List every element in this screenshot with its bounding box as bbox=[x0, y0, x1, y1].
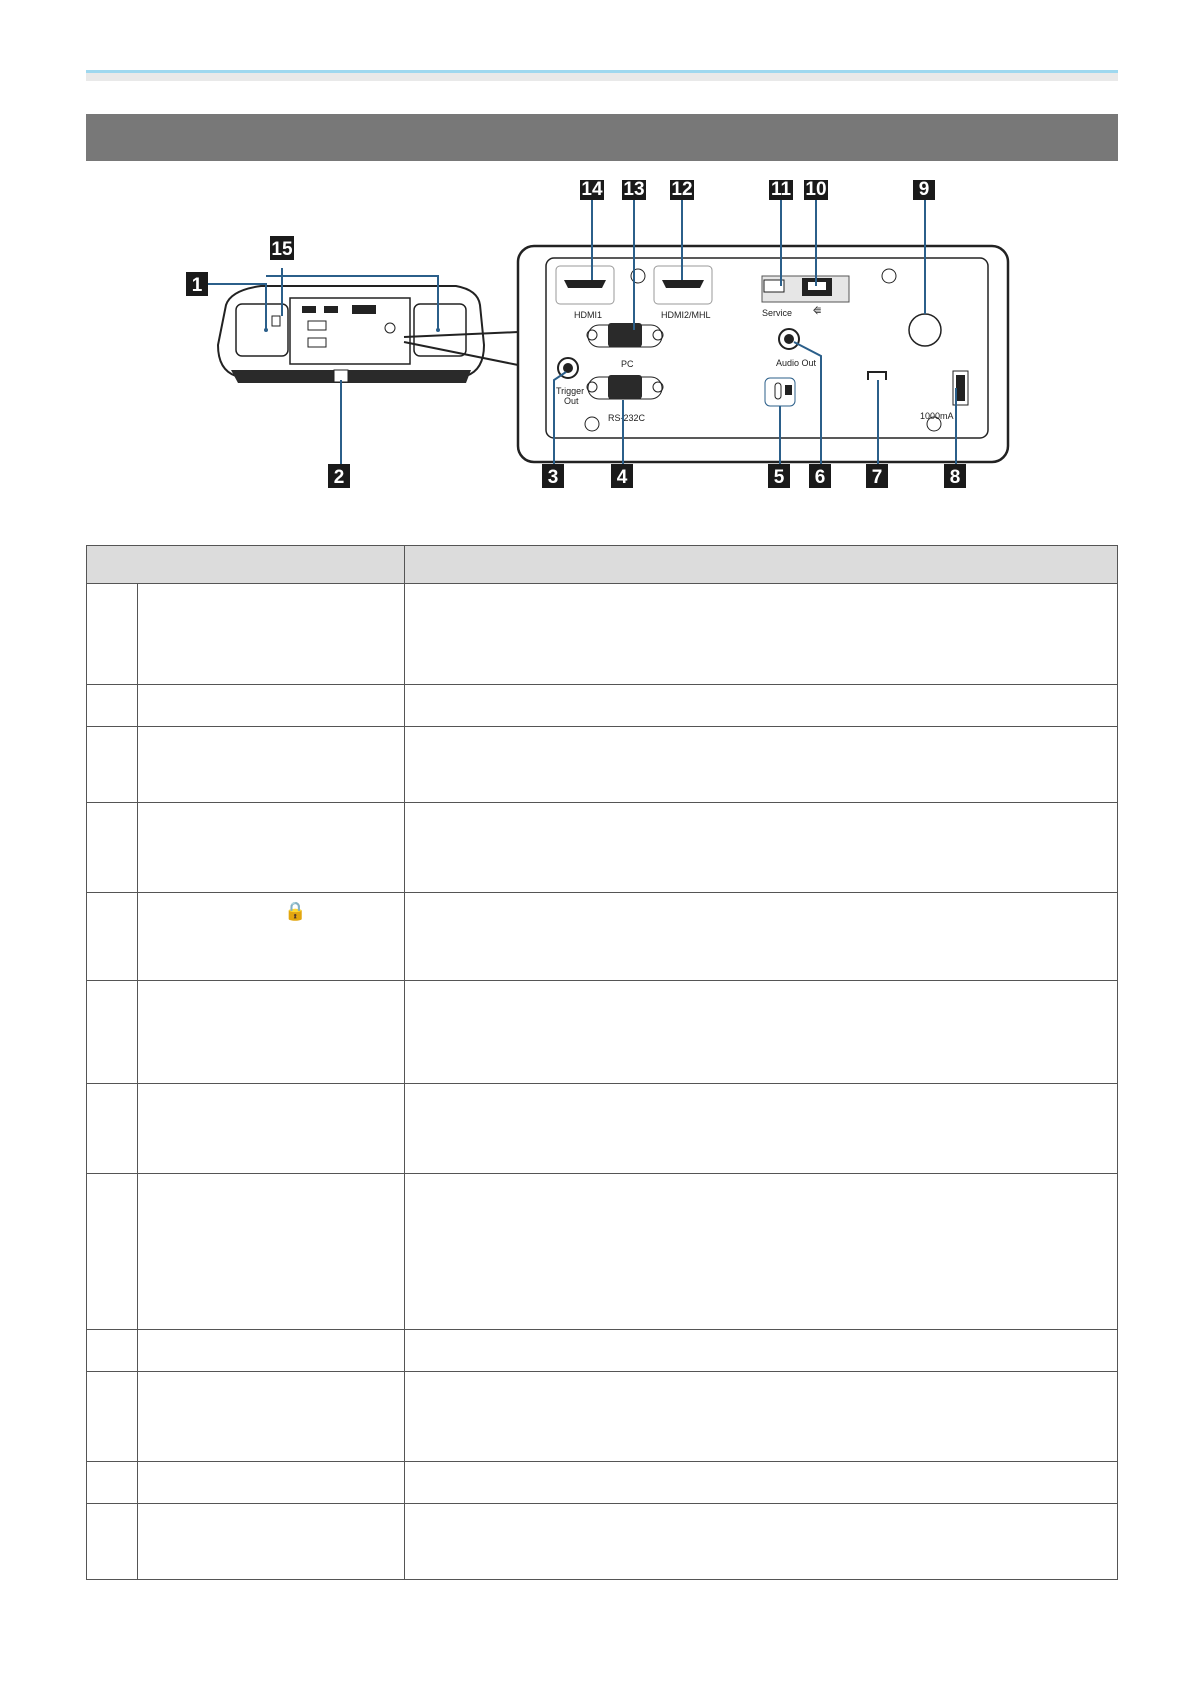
section-title-bar bbox=[86, 114, 1118, 161]
row-desc-cell bbox=[405, 685, 1118, 727]
audio-out-label: Audio Out bbox=[776, 358, 817, 368]
svg-text:12: 12 bbox=[671, 180, 693, 200]
feature-table bbox=[86, 545, 1118, 1580]
row-number-cell bbox=[87, 1174, 138, 1330]
callout-12 bbox=[670, 180, 694, 200]
callout-1 bbox=[186, 272, 208, 296]
callout-5 bbox=[768, 464, 790, 488]
rear-panel-figure bbox=[86, 180, 1118, 540]
svg-text:2: 2 bbox=[333, 467, 345, 488]
callout-4 bbox=[611, 464, 633, 488]
row-name-cell bbox=[138, 727, 405, 803]
projector-rear-diagram bbox=[86, 180, 1118, 540]
row-desc-cell bbox=[405, 1330, 1118, 1372]
row-name-cell bbox=[138, 893, 405, 981]
row-number-cell bbox=[87, 1084, 138, 1174]
table-row bbox=[87, 1330, 1118, 1372]
table-row bbox=[87, 727, 1118, 803]
header-name-cell bbox=[87, 546, 405, 584]
row-number-cell bbox=[87, 893, 138, 981]
callout-7 bbox=[866, 464, 888, 488]
header-desc-cell bbox=[405, 546, 1118, 584]
row-number-cell bbox=[87, 981, 138, 1084]
row-name-cell bbox=[138, 803, 405, 893]
callout-11 bbox=[769, 180, 793, 200]
table-row bbox=[87, 1462, 1118, 1504]
row-desc-cell bbox=[405, 981, 1118, 1084]
table-header-row bbox=[87, 546, 1118, 584]
row-desc-cell bbox=[405, 1174, 1118, 1330]
row-desc-cell bbox=[405, 584, 1118, 685]
callout-6 bbox=[809, 464, 831, 488]
row-name-cell bbox=[138, 1504, 405, 1580]
row-desc-cell bbox=[405, 803, 1118, 893]
service-label: Service bbox=[762, 308, 793, 318]
svg-text:6: 6 bbox=[814, 467, 826, 488]
svg-text:3: 3 bbox=[547, 467, 559, 488]
table-row bbox=[87, 584, 1118, 685]
svg-text:15: 15 bbox=[271, 239, 293, 260]
table-row bbox=[87, 1372, 1118, 1462]
row-desc-cell bbox=[405, 727, 1118, 803]
row-number-cell bbox=[87, 1330, 138, 1372]
row-desc-cell bbox=[405, 1084, 1118, 1174]
header-rule-shadow bbox=[86, 73, 1118, 81]
row-desc-cell bbox=[405, 1372, 1118, 1462]
pc-label: PC bbox=[621, 359, 634, 369]
callout-14 bbox=[580, 180, 604, 200]
callout-9 bbox=[913, 180, 935, 200]
row-name-cell bbox=[138, 981, 405, 1084]
table-row bbox=[87, 1174, 1118, 1330]
row-number-cell bbox=[87, 1462, 138, 1504]
svg-text:9: 9 bbox=[918, 180, 930, 200]
callout-10 bbox=[804, 180, 828, 200]
hdmi2-label: HDMI2/MHL bbox=[661, 310, 711, 320]
row-name-cell bbox=[138, 1084, 405, 1174]
svg-text:11: 11 bbox=[770, 180, 792, 200]
svg-text:1: 1 bbox=[191, 275, 203, 296]
row-name-cell bbox=[138, 584, 405, 685]
table-row bbox=[87, 981, 1118, 1084]
usb-icon: ⭅ bbox=[813, 306, 822, 316]
row-number-cell bbox=[87, 584, 138, 685]
row-name-cell bbox=[138, 1462, 405, 1504]
rs232c-label: RS-232C bbox=[608, 413, 646, 423]
callout-8 bbox=[944, 464, 966, 488]
svg-text:5: 5 bbox=[773, 467, 785, 488]
row-desc-cell bbox=[405, 1462, 1118, 1504]
table-row bbox=[87, 803, 1118, 893]
row-name-cell bbox=[138, 685, 405, 727]
row-name-cell bbox=[138, 1330, 405, 1372]
svg-text:14: 14 bbox=[581, 180, 603, 200]
table-row bbox=[87, 1084, 1118, 1174]
row-number-cell bbox=[87, 727, 138, 803]
svg-text:10: 10 bbox=[805, 180, 827, 200]
row-number-cell bbox=[87, 1372, 138, 1462]
row-desc-cell bbox=[405, 1504, 1118, 1580]
callout-2 bbox=[328, 464, 350, 488]
callout-3 bbox=[542, 464, 564, 488]
row-number-cell bbox=[87, 685, 138, 727]
row-number-cell bbox=[87, 1504, 138, 1580]
svg-text:7: 7 bbox=[871, 467, 883, 488]
row-name-cell bbox=[138, 1372, 405, 1462]
table-row bbox=[87, 685, 1118, 727]
row-number-cell bbox=[87, 803, 138, 893]
callout-13 bbox=[622, 180, 646, 200]
table-row bbox=[87, 1504, 1118, 1580]
callout-15 bbox=[270, 236, 294, 260]
svg-text:4: 4 bbox=[616, 467, 628, 488]
kensington-lock-icon: 🔒 bbox=[284, 901, 307, 921]
row-name-cell bbox=[138, 1174, 405, 1330]
usb-power-label: 1000mA bbox=[920, 411, 954, 421]
table-row bbox=[87, 893, 1118, 981]
hdmi1-label: HDMI1 bbox=[574, 310, 603, 320]
row-desc-cell bbox=[405, 893, 1118, 981]
svg-text:13: 13 bbox=[623, 180, 645, 200]
svg-text:8: 8 bbox=[949, 467, 961, 488]
trigger-out-label: Trigger Out bbox=[556, 386, 585, 406]
